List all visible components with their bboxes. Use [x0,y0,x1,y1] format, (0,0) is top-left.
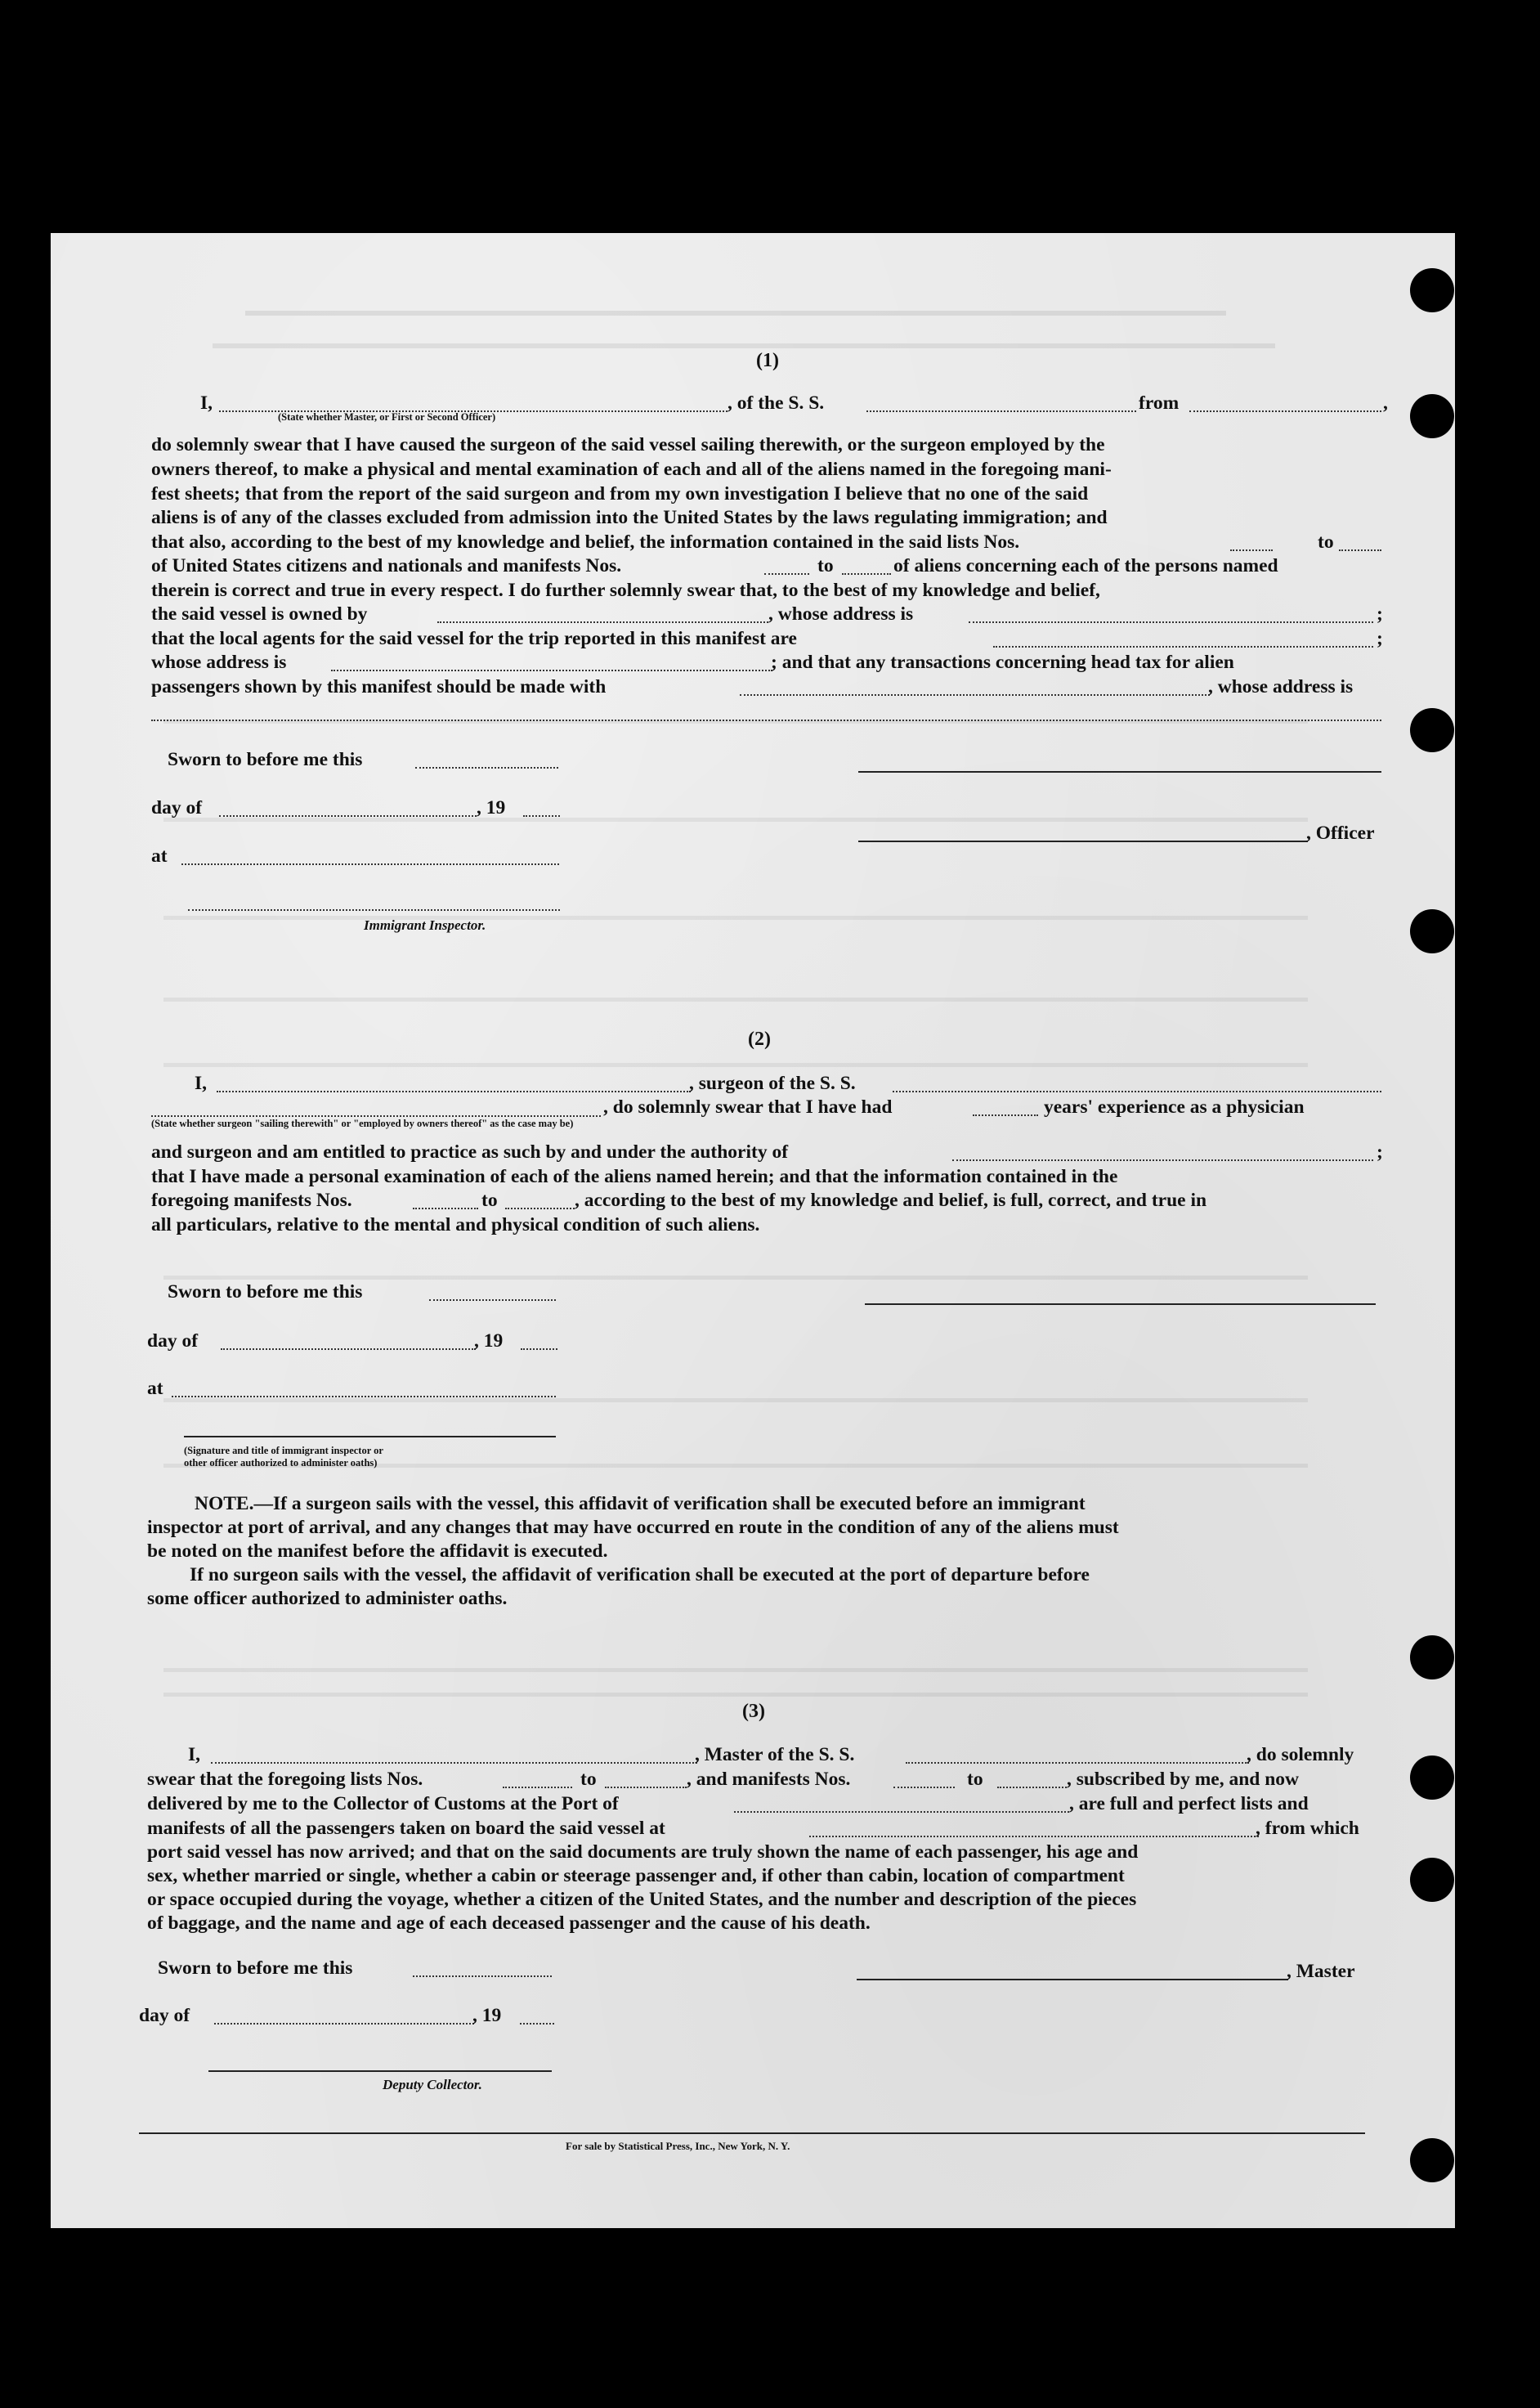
label-to: to [481,1190,498,1211]
year-field[interactable] [521,1348,557,1350]
para-line: sex, whether married or single, whether a cabin or steerage passenger and, if other than cabin, location of compartment [147,1865,1125,1886]
note-line: NOTE.—If a surgeon sails with the vessel, this affidavit of verification shall be executed before an immigrant [195,1493,1086,1514]
day-of-field[interactable] [221,1348,476,1350]
list-nos-to-field[interactable] [1339,549,1381,551]
label-of-ss: , of the S. S. [727,392,825,414]
at-field[interactable] [172,1396,556,1397]
at-field[interactable] [181,863,559,865]
para-line: owners thereof, to make a physical and mental examination of each and all of the aliens named in the foregoing mani- [151,459,1112,480]
label-i: I, [195,1073,208,1094]
note-line: some officer authorized to administer oaths. [147,1588,508,1609]
printer-credit: For sale by Statistical Press, Inc., New York, N. Y. [566,2140,790,2152]
section-number: (3) [742,1701,765,1722]
binder-hole [1410,268,1454,312]
label-do-solemnly: , do solemnly [1247,1744,1354,1765]
label-and-manifests: , and manifests Nos. [687,1769,851,1790]
para-line: or space occupied during the voyage, whether a citizen of the United States, and the number and description of the pieces [147,1889,1137,1910]
year-field[interactable] [523,815,560,817]
surgeon-vessel-field[interactable] [893,1091,1381,1092]
label-of-aliens: of aliens concerning each of the persons named [893,555,1278,576]
caption-signature: other officer authorized to administer oaths) [184,1457,378,1469]
label-at: at [151,845,168,867]
para-line: all particulars, relative to the mental and physical condition of such aliens. [151,1214,760,1235]
master-name-field[interactable] [211,1762,697,1764]
label-years: years' experience as a physician [1044,1096,1305,1118]
inspector-signature-field[interactable] [188,909,560,911]
label-from-which: , from which [1256,1818,1359,1839]
note-line: be noted on the manifest before the affidavit is executed. [147,1540,608,1562]
head-tax-party-field[interactable] [740,694,1210,696]
label-delivered: delivered by me to the Collector of Customs at the Port of [147,1793,619,1814]
authority-field[interactable] [952,1159,1373,1161]
label-deputy-collector: Deputy Collector. [383,2077,482,2092]
label-from: from [1139,392,1180,414]
list-nos-to-field[interactable] [605,1787,687,1788]
head-tax-address-field[interactable] [151,720,1381,721]
section-number: (2) [748,1029,771,1050]
para-line: of baggage, and the name and age of each deceased passenger and the cause of his death. [147,1912,871,1934]
para-line: do solemnly swear that I have caused the surgeon of the said vessel sailing therewith, or the surgeon employed by the [151,434,1105,455]
label-i: I, [200,392,213,414]
label-head-tax: ; and that any transactions concerning head tax for alien [771,652,1234,673]
day-of-field[interactable] [214,2023,474,2025]
surgeon-status-field[interactable] [151,1115,601,1117]
para-line: aliens is of any of the classes excluded from admission into the United States by the laws regulating immigration; and [151,507,1108,528]
label-manifests-all: manifests of all the passengers taken on board the said vessel at [147,1818,665,1839]
collector-signature-line[interactable] [208,2070,552,2072]
label-nineteen: , 19 [472,2005,502,2026]
label-immigrant-inspector: Immigrant Inspector. [364,917,486,933]
label-sworn: Sworn to before me this [158,1957,353,1979]
manifest-nos-to-field[interactable] [505,1208,575,1209]
label-i: I, [188,1744,201,1765]
caption-signature: (Signature and title of immigrant inspector or [184,1445,383,1456]
para-line: that also, according to the best of my knowledge and belief, the information contained in the said lists Nos. [151,531,1020,553]
para-line: and surgeon and am entitled to practice as such by and under the authority of [151,1141,789,1163]
label-to: to [967,1769,983,1790]
owner-address-field[interactable] [969,621,1373,623]
para-line: port said vessel has now arrived; and that on the said documents are truly shown the name of each passenger, his age and [147,1841,1139,1863]
day-of-field[interactable] [219,815,477,817]
manifest-nos-to-field[interactable] [997,1787,1067,1788]
label-to: to [580,1769,597,1790]
list-nos-from-field[interactable] [503,1787,572,1788]
year-field[interactable] [520,2023,554,2025]
label-nineteen: , 19 [474,1330,504,1352]
label-to: to [817,555,834,576]
local-agents-field[interactable] [993,646,1373,648]
binder-hole [1410,1858,1454,1902]
surgeon-name-field[interactable] [217,1091,691,1092]
sworn-date-field[interactable] [429,1299,556,1301]
label-day-of: day of [151,797,203,818]
binder-hole [1410,394,1454,438]
note-line: If no surgeon sails with the vessel, the affidavit of verification shall be executed at the port of departure before [190,1564,1090,1585]
agents-address-field[interactable] [331,670,772,671]
boarding-port-field[interactable] [809,1836,1259,1837]
label-subscribed: , subscribed by me, and now [1067,1769,1300,1790]
para-line: that the local agents for the said vessel for the trip reported in this manifest are [151,628,797,649]
port-field[interactable] [734,1811,1069,1813]
section-number: (1) [756,350,779,371]
para-line: fest sheets; that from the report of the said surgeon and from my own investigation I believe that no one of the said [151,483,1089,504]
label-sworn: Sworn to before me this [168,1281,363,1303]
comma: , [1383,392,1388,414]
label-at: at [147,1378,163,1399]
footer-rule [139,2132,1365,2134]
para-line: foregoing manifests Nos. [151,1190,352,1211]
label-sworn: Sworn to before me this [168,749,363,770]
label-officer: , Officer [1306,823,1375,844]
para-line: the said vessel is owned by [151,603,368,625]
label-master-of: , Master of the S. S. [695,1744,855,1765]
label-master: , Master [1287,1961,1355,1982]
para-line: passengers shown by this manifest should be made with [151,676,607,697]
binder-hole [1410,909,1454,953]
semicolon: ; [1377,603,1383,625]
officer-signature-line[interactable] [858,771,1381,773]
list-nos-from-field[interactable] [1230,549,1273,551]
para-line: therein is correct and true in every respect. I do further solemnly swear that, to the best of my knowledge and belief, [151,580,1100,601]
inspector-signature-line[interactable] [184,1436,556,1437]
binder-hole [1410,1635,1454,1679]
caption-surgeon: (State whether surgeon "sailing therewith" or "employed by owners thereof" as the case may be) [151,1118,574,1129]
manifest-nos-from-field[interactable] [893,1787,955,1788]
binder-hole [1410,2138,1454,2182]
owner-field[interactable] [437,621,768,623]
caption-master: (State whether Master, or First or Second Officer) [278,411,496,423]
semicolon: ; [1377,628,1383,649]
master-signature-line[interactable] [857,1979,1288,1980]
label-whose-address-end: , whose address is [1208,676,1354,697]
label-whose-address: , whose address is [768,603,914,625]
para-line: that I have made a personal examination of each of the aliens named herein; and that the information contained in the [151,1166,1118,1187]
years-experience-field[interactable] [973,1114,1038,1116]
binder-hole [1410,708,1454,752]
officer-name-line[interactable] [858,841,1308,842]
manifest-nos-to-field[interactable] [842,573,891,575]
manifest-nos-from-field[interactable] [413,1208,478,1209]
vessel-name-field[interactable] [906,1762,1249,1764]
surgeon-signature-line[interactable] [865,1303,1376,1305]
label-according: , according to the best of my knowledge and belief, is full, correct, and true in [575,1190,1207,1211]
semicolon: ; [1377,1141,1383,1163]
sworn-date-field[interactable] [413,1975,552,1977]
label-full-perfect: , are full and perfect lists and [1069,1793,1309,1814]
manifest-nos-from-field[interactable] [764,573,809,575]
label-swear-lists: swear that the foregoing lists Nos. [147,1769,423,1790]
label-nineteen: , 19 [477,797,506,818]
note-line: inspector at port of arrival, and any changes that may have occurred en route in the condition of any of the aliens must [147,1517,1119,1538]
label-surgeon-of: , surgeon of the S. S. [689,1073,856,1094]
label-day-of: day of [139,2005,190,2026]
binder-hole [1410,1756,1454,1800]
label-do-swear: , do solemnly swear that I have had [603,1096,893,1118]
label-day-of: day of [147,1330,199,1352]
from-port-field[interactable] [1189,410,1381,412]
para-line: whose address is [151,652,287,673]
label-to: to [1318,531,1334,553]
vessel-name-field[interactable] [866,410,1136,412]
para-line: of United States citizens and nationals and manifests Nos. [151,555,622,576]
sworn-date-field[interactable] [415,767,558,769]
